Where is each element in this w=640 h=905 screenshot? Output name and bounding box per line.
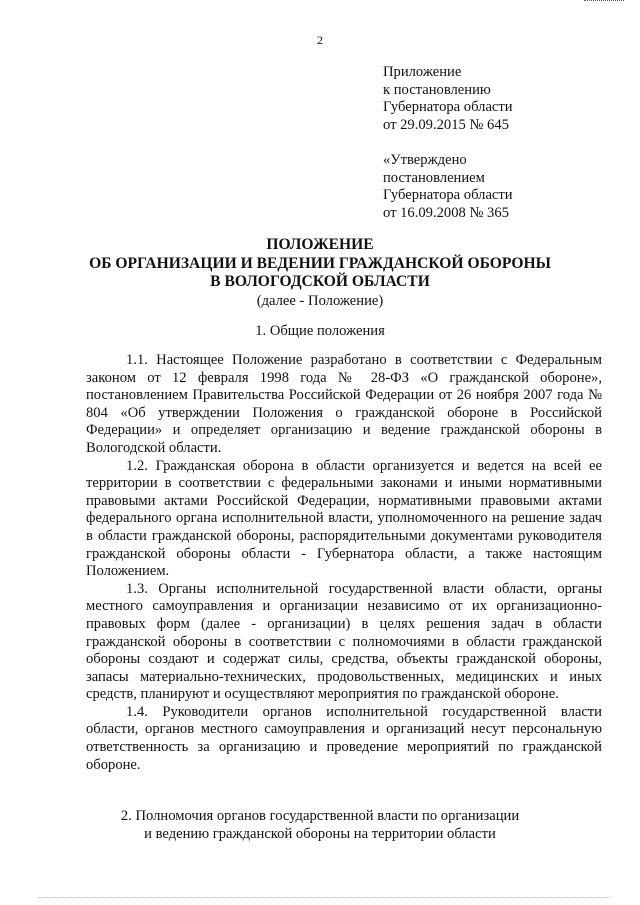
approval-line: Губернатора области [383, 187, 513, 204]
scan-corner-mark [584, 0, 624, 4]
title-line-3: В ВОЛОГОДСКОЙ ОБЛАСТИ [210, 273, 430, 290]
paragraph-1-3: 1.3. Органы исполнительной государственной власти области, органы местного самоуправления и организации независимо от их организационно-правовых форм (далее - организации) в целях решения задач в области гражданской обороны в соответствии с полномочиями в области гражданской обороны создают и содержат силы, средства, объекты гражданской обороны, запасы материально-технических, продовольственных, медицинских и иных средств, планируют и осуществляют мероприятия по гражданской обороне. [86, 580, 602, 703]
section-1-body [86, 352, 602, 774]
approval-block [383, 152, 513, 222]
section-2-heading-line-1: 2. Полномочия органов государственной власти по организации [120, 808, 520, 824]
title-note: (далее - Положение) [256, 292, 384, 309]
section-2-heading [0, 808, 640, 843]
paragraph-1-1: 1.1. Настоящее Положение разработано в соответствии с Федеральным законом от 12 февраля 1998 года № 28-ФЗ «О гражданской обороне», постановлением Правительства Российской Федерации от 26 ноября 2007 года № 804 «Об утверждении Положения о гражданской обороне в Российской Федерации» и определяет организацию и ведение гражданской обороны в Вологодской области. [86, 352, 602, 456]
approval-line: постановлением [383, 169, 485, 186]
page-number: 2 [317, 33, 323, 47]
paragraph-1-2: 1.2. Гражданская оборона в области организуется и ведется на всей ее территории в соответствии с федеральными законами и иными нормативными правовыми актами Российской Федерации, нормативными правовыми актами федерального органа исполнительной власти, уполномоченного на решение задач в области гражданской обороны, распорядительными документами руководителя гражданской обороны области - Губернатора области, а также настоящим Положением. [86, 457, 602, 580]
approval-line: «Утверждено [383, 152, 467, 168]
title-line-1: ПОЛОЖЕНИЕ [266, 236, 374, 253]
appendix-block [383, 64, 513, 134]
section-1-heading: 1. Общие положения [255, 323, 385, 339]
paragraph-1-4: 1.4. Руководители органов исполнительной государственной власти области, органов местного самоуправления и организаций несут персональную ответственность за организацию и проведение мероприятий по гражданской обороне. [86, 703, 602, 773]
title-line-2: ОБ ОРГАНИЗАЦИИ И ВЕДЕНИИ ГРАЖДАНСКОЙ ОБОРОНЫ [89, 254, 551, 272]
appendix-line: Губернатора области [383, 99, 513, 116]
document-title [0, 236, 640, 311]
appendix-line: от 29.09.2015 № 645 [383, 116, 509, 133]
approval-line: от 16.09.2008 № 365 [383, 204, 509, 221]
appendix-line: Приложение [383, 64, 462, 80]
appendix-line: к постановлению [383, 81, 491, 98]
section-2-heading-line-2: и ведению гражданской обороны на территории области [144, 825, 496, 842]
scan-bottom-edge [38, 897, 610, 899]
